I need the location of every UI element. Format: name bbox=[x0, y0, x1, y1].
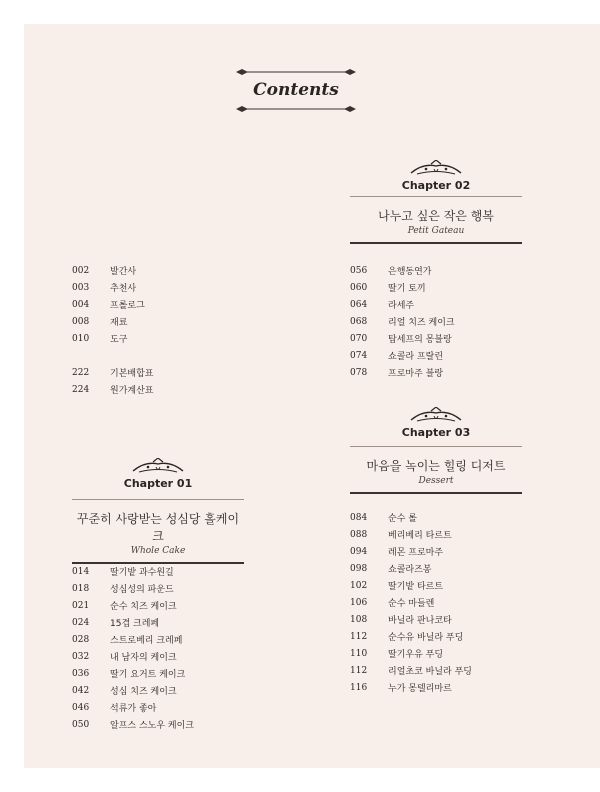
toc-page-number: 068 bbox=[350, 316, 368, 327]
toc-page-number: 106 bbox=[350, 597, 368, 608]
toc-entry bbox=[72, 330, 145, 347]
toc-entry-title: 딸기밭 과수원길 bbox=[110, 568, 174, 578]
toc-entry-title: 재료 bbox=[110, 318, 128, 328]
toc-page-number: 074 bbox=[350, 350, 368, 361]
toc-entry bbox=[72, 597, 194, 614]
toc-page-number: 102 bbox=[350, 580, 368, 591]
chapter-03-title: 마음을 녹이는 힐링 디저트 bbox=[366, 459, 506, 473]
toc-entry bbox=[72, 682, 194, 699]
toc-entry bbox=[72, 716, 194, 733]
chapter-02-title-block bbox=[350, 196, 522, 244]
toc-entry-title: 석류가 좋아 bbox=[110, 704, 157, 714]
toc-page-number: 014 bbox=[72, 566, 90, 577]
chapter-03-label: Chapter 03 bbox=[401, 426, 471, 439]
chapter-03-subtitle: Dessert bbox=[418, 476, 454, 486]
toc-entry bbox=[72, 262, 145, 279]
toc-entry-title: 딸기밭 타르트 bbox=[388, 582, 444, 592]
chapter-02-title: 나누고 싶은 작은 행복 bbox=[378, 209, 494, 223]
toc-page-number: 046 bbox=[72, 702, 90, 713]
toc-entry-title: 리얼초코 바닐라 푸딩 bbox=[388, 667, 472, 677]
toc-entry bbox=[72, 296, 145, 313]
chapter-03-rule-bottom bbox=[350, 492, 522, 494]
seongsimdang-logo-icon bbox=[131, 458, 185, 476]
toc-entry bbox=[350, 560, 472, 577]
toc-page-number: 004 bbox=[72, 299, 90, 310]
toc-entry bbox=[350, 543, 472, 560]
toc-page-number: 021 bbox=[72, 600, 90, 611]
toc-entry-title: 성심성의 파운드 bbox=[110, 585, 174, 595]
toc-entry-title: 기본배합표 bbox=[110, 369, 154, 379]
toc-entry-title: 레몬 프로마주 bbox=[388, 548, 444, 558]
toc-page-number: 224 bbox=[72, 384, 90, 395]
toc-entry bbox=[350, 594, 472, 611]
chapter-02-rule-top bbox=[350, 196, 522, 197]
toc-page-number: 010 bbox=[72, 333, 90, 344]
toc-page-number: 060 bbox=[350, 282, 368, 293]
toc-entry bbox=[350, 364, 455, 381]
toc-entry bbox=[350, 262, 455, 279]
toc-entry bbox=[350, 679, 472, 696]
toc-entry bbox=[72, 580, 194, 597]
toc-page-number: 008 bbox=[72, 316, 90, 327]
chapter-01-rule-top bbox=[72, 499, 244, 500]
toc-entry-title: 베리베리 타르트 bbox=[388, 531, 452, 541]
chapter-01-list bbox=[72, 563, 194, 733]
toc-entry-title: 프롤로그 bbox=[110, 301, 145, 311]
chapter-01-title: 꾸준히 사랑받는 성심당 홀케이크 bbox=[76, 512, 240, 543]
toc-page-number: 112 bbox=[350, 665, 368, 676]
chapter-02-subtitle: Petit Gateau bbox=[407, 226, 465, 236]
toc-entry-title: 추천사 bbox=[110, 284, 137, 294]
toc-entry-title: 누가 몽텔리마르 bbox=[388, 684, 452, 694]
toc-page-number: 003 bbox=[72, 282, 90, 293]
toc-page-number: 042 bbox=[72, 685, 90, 696]
toc-entry bbox=[72, 313, 145, 330]
toc-entry-title: 은행동연가 bbox=[388, 267, 432, 277]
toc-entry-title: 라세주 bbox=[388, 301, 415, 311]
toc-entry-title: 스트로베리 크레페 bbox=[110, 636, 183, 646]
toc-entry bbox=[350, 662, 472, 679]
toc-page-number: 094 bbox=[350, 546, 368, 557]
toc-entry bbox=[72, 279, 145, 296]
toc-page-number: 050 bbox=[72, 719, 90, 730]
toc-page-number: 064 bbox=[350, 299, 368, 310]
toc-entry-title: 쇼콜라 프랄린 bbox=[388, 352, 444, 362]
toc-entry bbox=[350, 330, 455, 347]
chapter-02-list bbox=[350, 262, 455, 381]
contents-header bbox=[236, 68, 356, 114]
chapter-01-heading bbox=[72, 458, 244, 490]
toc-entry-title: 원가계산표 bbox=[110, 386, 154, 396]
toc-page-number: 056 bbox=[350, 265, 368, 276]
chapter-03-list bbox=[350, 509, 472, 696]
chapter-03-rule-top bbox=[350, 446, 522, 447]
chapter-03-title-block bbox=[350, 446, 522, 494]
toc-page-number: 036 bbox=[72, 668, 90, 679]
toc-entry-title: 프로마주 블랑 bbox=[388, 369, 444, 379]
toc-entry-title: 알프스 스노우 케이크 bbox=[110, 721, 194, 731]
seongsimdang-logo-icon bbox=[409, 160, 463, 178]
toc-entry bbox=[350, 347, 455, 364]
toc-entry-title: 15겹 크레페 bbox=[110, 619, 160, 629]
toc-page-number: 032 bbox=[72, 651, 90, 662]
toc-entry-title: 딸기우유 푸딩 bbox=[388, 650, 444, 660]
toc-entry bbox=[350, 611, 472, 628]
toc-entry bbox=[350, 645, 472, 662]
toc-entry bbox=[350, 577, 472, 594]
toc-entry bbox=[350, 526, 472, 543]
header-ornament-bottom bbox=[236, 105, 356, 113]
toc-entry bbox=[350, 628, 472, 645]
toc-entry bbox=[72, 614, 194, 631]
toc-entry bbox=[72, 648, 194, 665]
chapter-02-label: Chapter 02 bbox=[401, 179, 471, 192]
toc-page-number: 084 bbox=[350, 512, 368, 523]
toc-entry-title: 성심 치즈 케이크 bbox=[110, 687, 177, 697]
toc-entry bbox=[350, 279, 455, 296]
toc-entry-title: 발간사 bbox=[110, 267, 137, 277]
front-matter-list bbox=[72, 262, 145, 347]
toc-page-number: 108 bbox=[350, 614, 368, 625]
chapter-02-heading bbox=[350, 160, 522, 192]
toc-page-number: 078 bbox=[350, 367, 368, 378]
chapter-01-label: Chapter 01 bbox=[123, 477, 193, 490]
toc-entry-title: 쇼콜라즈봉 bbox=[388, 565, 432, 575]
toc-entry bbox=[350, 296, 455, 313]
toc-entry-title: 딸기 요거트 케이크 bbox=[110, 670, 186, 680]
toc-entry bbox=[72, 665, 194, 682]
toc-entry bbox=[72, 364, 153, 381]
toc-entry-title: 딸기 토끼 bbox=[388, 284, 426, 294]
toc-page-number: 098 bbox=[350, 563, 368, 574]
chapter-02-rule-bottom bbox=[350, 242, 522, 244]
toc-entry bbox=[72, 699, 194, 716]
toc-entry-title: 도구 bbox=[110, 335, 128, 345]
toc-entry-title: 순수 마들렌 bbox=[388, 599, 435, 609]
toc-entry-title: 순수 롤 bbox=[388, 514, 417, 524]
toc-entry bbox=[72, 563, 194, 580]
toc-entry bbox=[72, 381, 153, 398]
toc-page-number: 116 bbox=[350, 682, 368, 693]
chapter-01-title-block bbox=[72, 499, 244, 564]
chapter-01-subtitle: Whole Cake bbox=[130, 546, 186, 556]
toc-entry-title: 리얼 치즈 케이크 bbox=[388, 318, 455, 328]
page-title: Contents bbox=[253, 80, 339, 100]
toc-page-number: 088 bbox=[350, 529, 368, 540]
toc-page-number: 028 bbox=[72, 634, 90, 645]
toc-page-number: 002 bbox=[72, 265, 90, 276]
toc-entry-title: 순수 치즈 케이크 bbox=[110, 602, 177, 612]
toc-entry bbox=[350, 509, 472, 526]
chapter-03-heading bbox=[350, 407, 522, 439]
toc-entry-title: 탑세프의 몽블랑 bbox=[388, 335, 452, 345]
appendix-list bbox=[72, 364, 153, 398]
toc-page-number: 018 bbox=[72, 583, 90, 594]
toc-page-number: 112 bbox=[350, 631, 368, 642]
toc-entry-title: 내 남자의 케이크 bbox=[110, 653, 177, 663]
seongsimdang-logo-icon bbox=[409, 407, 463, 425]
toc-entry bbox=[72, 631, 194, 648]
toc-page-number: 024 bbox=[72, 617, 90, 628]
toc-entry-title: 바닐라 판나코타 bbox=[388, 616, 452, 626]
toc-page-number: 222 bbox=[72, 367, 90, 378]
header-ornament-top bbox=[236, 68, 356, 76]
toc-entry bbox=[350, 313, 455, 330]
toc-page-number: 070 bbox=[350, 333, 368, 344]
toc-page-number: 110 bbox=[350, 648, 368, 659]
toc-entry-title: 순수유 바닐라 푸딩 bbox=[388, 633, 464, 643]
